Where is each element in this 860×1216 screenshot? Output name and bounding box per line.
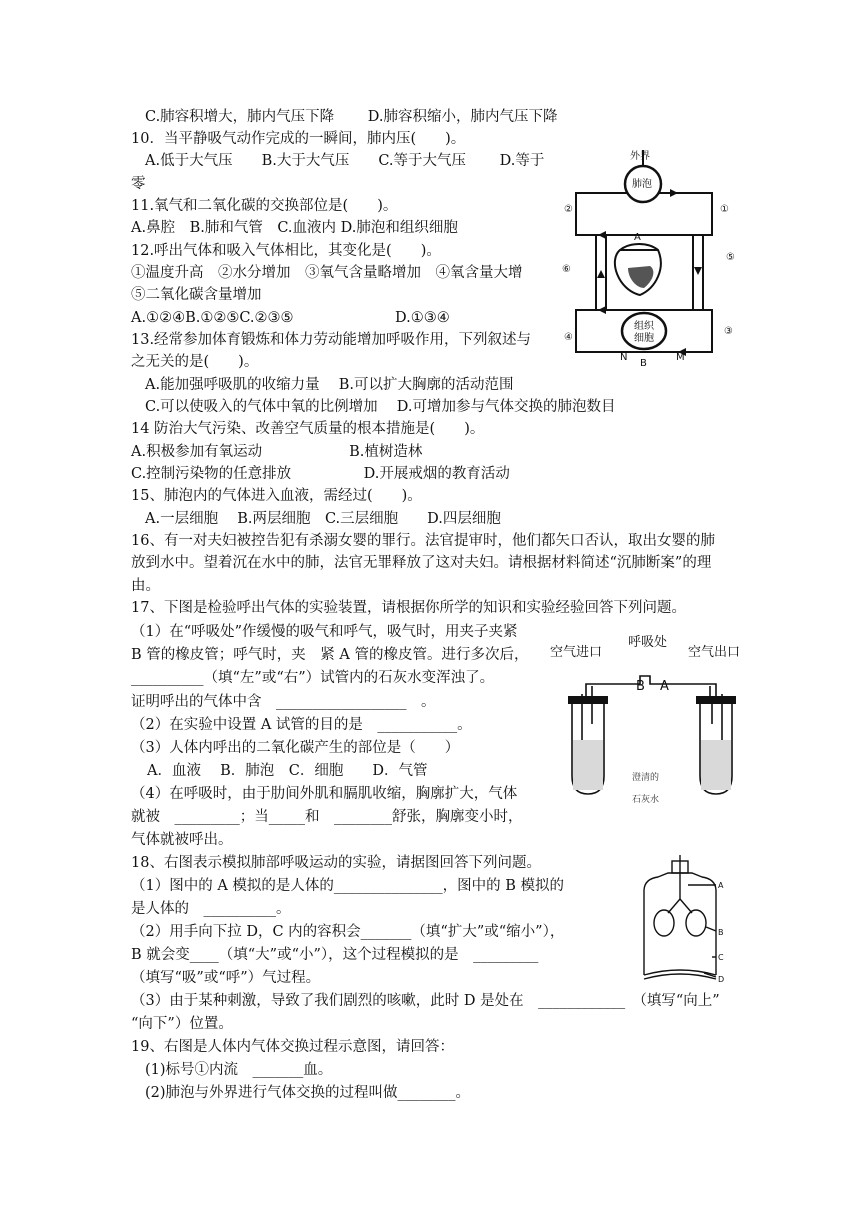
svg-text:B: B — [640, 358, 647, 369]
text-line: A.低于大气压 B.大于大气压 C.等于大气压 D.等于 — [145, 153, 545, 169]
lung-model-diagram — [624, 855, 736, 987]
text-line: 证明呼出的气体中含 __________________ 。 — [131, 694, 436, 710]
svg-text:①: ① — [720, 204, 729, 215]
svg-text:组织: 组织 — [634, 321, 654, 332]
text-line: 18、右图表示模拟肺部呼吸运动的实验，请据图回答下列问题。 — [131, 855, 541, 871]
text-line: 12.呼出气体和吸入气体相比，其变化是( )。 — [131, 243, 441, 259]
text-line: 13.经常参加体育锻炼和体力劳动能增加呼吸作用，下列叙述与 — [131, 332, 532, 348]
text-line: 零 — [131, 176, 146, 192]
text-line: C.肺容积增大，肺内气压下降 D.肺容积缩小，肺内气压下降 — [145, 109, 558, 125]
text-line: ①温度升高 ②水分增加 ③氧气含量略增加 ④氧含量大增 — [131, 265, 523, 281]
text-line: A.能加强呼吸肌的收缩力量 B.可以扩大胸廓的活动范围 — [145, 377, 514, 393]
svg-text:③: ③ — [724, 326, 733, 337]
text-line: （3）人体内呼出的二氧化碳产生的部位是（ ） — [131, 740, 460, 756]
text-line: A.一层细胞 B.两层细胞 C.三层细胞 D.四层细胞 — [145, 511, 501, 527]
text-line: (2)肺泡与外界进行气体交换的过程叫做________。 — [145, 1085, 471, 1101]
svg-text:空气出口: 空气出口 — [688, 645, 741, 660]
svg-text:石灰水: 石灰水 — [632, 795, 660, 805]
svg-text:②: ② — [564, 204, 573, 215]
text-line: （3）由于某种刺激，导致了我们剧烈的咳嗽，此时 D 是处在 ____________ （填写“向上” — [131, 993, 720, 1009]
text-line: ⑤二氧化碳含量增加 — [131, 287, 262, 303]
gas-exchange-diagram — [558, 150, 748, 372]
text-line: __________（填“左”或“右”）试管内的石灰水变浑浊了。 — [131, 670, 495, 686]
svg-text:⑥: ⑥ — [562, 264, 571, 275]
svg-text:A: A — [660, 679, 669, 694]
svg-text:A: A — [634, 232, 641, 243]
svg-text:⑤: ⑤ — [726, 252, 735, 263]
text-line: A．血液 B．肺泡 C．细胞 D．气管 — [147, 763, 428, 779]
svg-text:呼吸处: 呼吸处 — [628, 635, 668, 650]
text-line: C.可以使吸入的气体中氧的比例增加 D.可增加参与气体交换的肺泡数目 — [145, 399, 616, 415]
text-line: 就被 _________；当_____和 ________舒张，胸廓变小时， — [131, 809, 523, 825]
stopper-left — [568, 696, 608, 704]
text-line: A.鼻腔 B.肺和气管 C.血液内 D.肺泡和组织细胞 — [131, 220, 458, 236]
text-line: 之无关的是( )。 — [131, 354, 259, 370]
text-line: B 管的橡皮管；呼气时，夹 紧 A 管的橡皮管。进行多次后， — [131, 647, 529, 663]
text-line: （2）在实验中设置 A 试管的目的是 ___________。 — [131, 717, 472, 733]
text-line: 11.氧气和二氧化碳的交换部位是( )。 — [131, 198, 398, 214]
svg-text:M: M — [676, 352, 685, 363]
text-line: 16、有一对夫妇被控告犯有杀溺女婴的罪行。法官提审时，他们都矢口否认，取出女婴的肺 — [131, 533, 715, 549]
stopper-right — [696, 696, 736, 704]
svg-text:N: N — [620, 352, 628, 363]
svg-text:A: A — [718, 881, 724, 890]
text-line: 10．当平静吸气动作完成的一瞬间，肺内压( )。 — [131, 131, 466, 147]
text-line: “向下”）位置。 — [131, 1016, 233, 1032]
svg-text:B: B — [718, 928, 724, 937]
text-line: （1）在“呼吸处”作缓慢的吸气和呼气，吸气时，用夹子夹紧 — [131, 624, 518, 640]
text-line: A.积极参加有氧运动 B.植树造林 — [131, 444, 423, 460]
text-line: 是人体的 __________。 — [131, 901, 291, 917]
svg-text:C: C — [718, 953, 724, 962]
text-line: （填写“吸”或“呼”）气过程。 — [131, 970, 321, 986]
svg-text:B: B — [636, 679, 645, 694]
text-line: 气体就被呼出。 — [131, 832, 233, 848]
text-line: 放到水中。望着沉在水中的肺，法官无罪释放了这对夫妇。请根据材料简述“沉肺断案”的理 — [131, 555, 712, 571]
text-line: 由。 — [131, 578, 160, 594]
text-line: B 就会变____（填“大”或“小”），这个过程模拟的是 _________ — [131, 947, 539, 963]
text-line: （4）在呼吸时，由于肋间外肌和膈肌收缩，胸廓扩大，气体 — [131, 786, 518, 802]
svg-text:肺泡: 肺泡 — [632, 179, 652, 190]
text-line: (1)标号①内流 _______血。 — [145, 1062, 333, 1078]
svg-text:细胞: 细胞 — [634, 333, 654, 344]
text-line: 19、右图是人体内气体交换过程示意图，请回答： — [131, 1039, 454, 1055]
svg-text:空气进口: 空气进口 — [550, 645, 603, 660]
text-line: 14 防治大气污染、改善空气质量的根本措施是( )。 — [131, 421, 485, 437]
svg-text:澄清的: 澄清的 — [632, 773, 660, 783]
text-line: 15、肺泡内的气体进入血液，需经过( )。 — [131, 488, 422, 504]
text-line: （2）用手向下拉 D，C 内的容积会_______（填“扩大”或“缩小”）， — [131, 924, 565, 940]
text-line: A.①②④B.①②⑤C.②③⑤ D.①③④ — [131, 310, 450, 326]
svg-text:外界: 外界 — [630, 151, 650, 162]
text-line: C.控制污染物的任意排放 D.开展戒烟的教育活动 — [131, 466, 510, 482]
text-line: （1）图中的 A 模拟的是人体的_______________，图中的 B 模拟的 — [131, 878, 565, 894]
svg-text:④: ④ — [564, 332, 573, 343]
breathing-apparatus-diagram — [548, 628, 758, 806]
text-line: 17、下图是检验呼出气体的实验装置，请根据你所学的知识和实验经验回答下列问题。 — [131, 600, 686, 616]
svg-text:D: D — [718, 975, 725, 984]
